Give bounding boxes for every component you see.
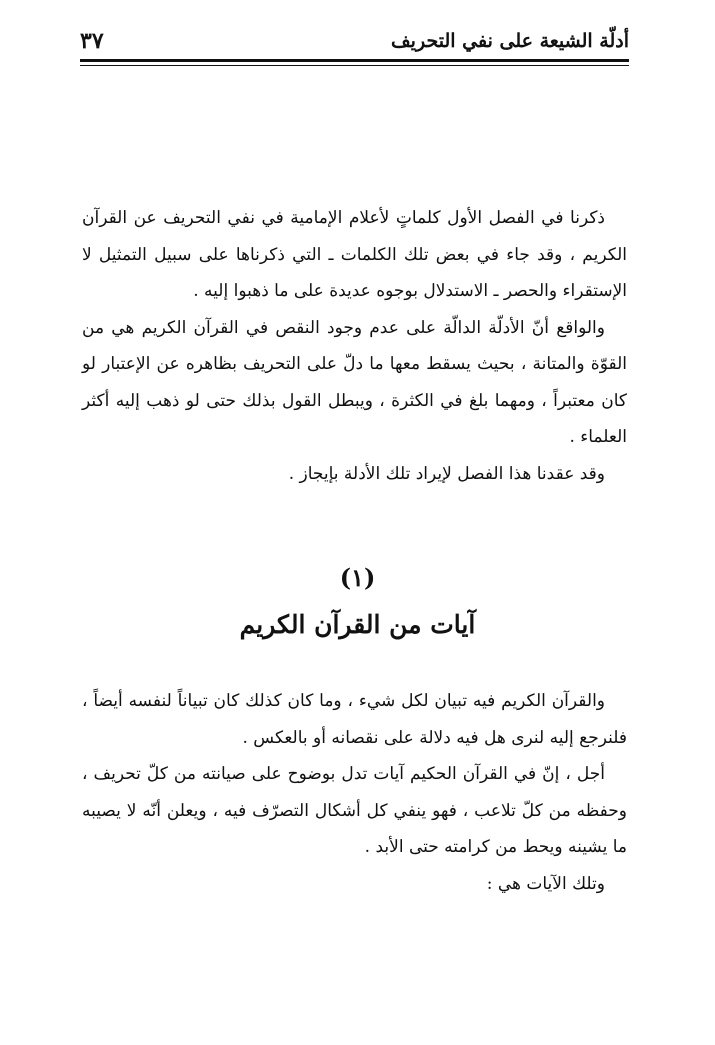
page-number: ٣٧ xyxy=(80,28,104,54)
section-heading: آيات من القرآن الكريم xyxy=(239,610,476,639)
intro-paragraph-3: وقد عقدنا هذا الفصل لإيراد تلك الأدلة بإيجاز . xyxy=(288,463,605,484)
section-paragraph-3: وتلك الآيات هي : xyxy=(486,873,605,894)
running-header xyxy=(80,28,629,58)
intro-paragraph-1: ذكرنا في الفصل الأول كلماتٍ لأعلام الإمامية في نفي التحريف عن القرآن الكريم ، وقد جاء في بعض تلك الكلمات ـ التي ذكرناها على سبيل التمثيل لا الإستقراء والحصر ـ الاستدلال بوجوه عديدة على ما ذهبوا إليه . xyxy=(82,208,627,301)
intro-paragraph-2: والواقع أنّ الأدلّة الدالّة على عدم وجود النقص في القرآن الكريم هي من القوّة والمتانة ، بحيث يسقط معها ما دلّ على التحريف بظاهره عن الإعتبار لو كان معتبراً ، ومهما بلغ في الكثرة ، ويبطل القول بذلك حتى لو ذهب إليه أكثر العلماء . xyxy=(82,317,627,447)
section-paragraph-2: أجل ، إنّ في القرآن الحكيم آيات تدل بوضوح على صيانته من كلّ تحريف ، وحفظه من كلّ تلاعب ، فهو ينفي كل أشكال التصرّف فيه ، ويعلن أنّه لا يصيبه ما يشينه ويحط من كرامته حتى الأبد . xyxy=(82,764,627,857)
section-body-text xyxy=(82,683,627,902)
header-rule xyxy=(80,59,629,66)
section-number: (١) xyxy=(339,563,376,592)
section-paragraph-1: والقرآن الكريم فيه تبيان لكل شيء ، وما كان كذلك كان تبياناً لنفسه أيضاً ، فلنرجع إليه لنرى هل فيه دلالة على نقصانه أو بالعكس . xyxy=(82,691,627,748)
header-title: أدلّة الشيعة على نفي التحريف xyxy=(391,30,629,52)
intro-text xyxy=(82,200,627,492)
